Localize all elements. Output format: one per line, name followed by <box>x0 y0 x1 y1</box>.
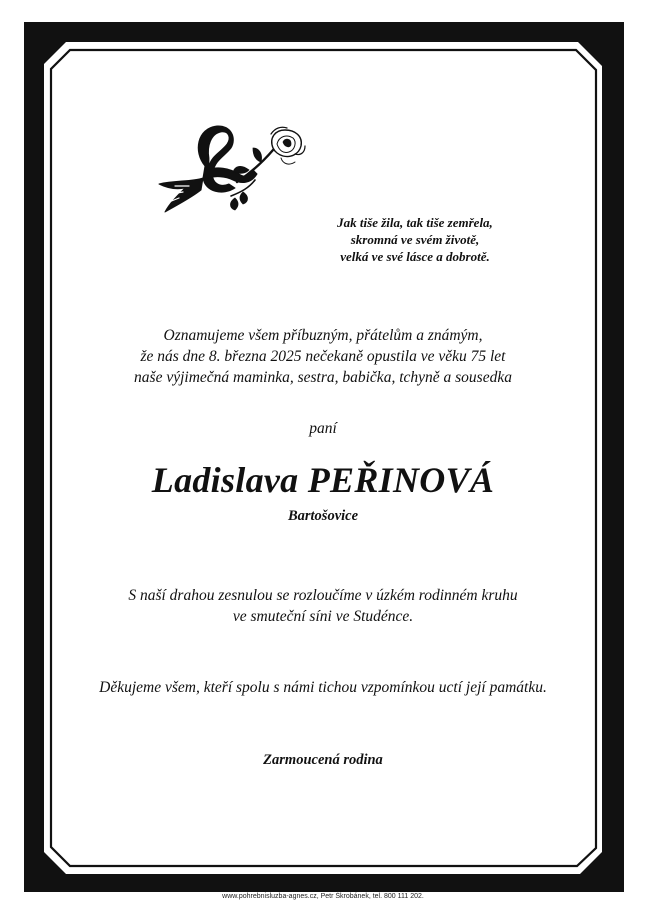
deceased-residence: Bartošovice <box>287 508 359 524</box>
announcement-line: Oznamujeme všem příbuzným, přátelům a známým, <box>163 327 483 344</box>
motto-line: Jak tiše žila, tak tiše zemřela, <box>337 215 493 230</box>
motto-line: velká ve své lásce a dobrotě. <box>340 249 490 264</box>
honorific: paní <box>309 420 337 437</box>
rose-ribbon-icon <box>145 118 310 218</box>
family-signature: Zarmoucená rodina <box>263 752 383 768</box>
motto-line: skromná ve svém životě, <box>350 232 480 247</box>
announcement-line: že nás dne 8. března 2025 nečekaně opustila ve věku 75 let <box>140 348 506 365</box>
thanks-text: Děkujeme všem, kteří spolu s námi tichou vzpomínkou uctí její památku. <box>99 679 547 696</box>
memorial-motto <box>300 214 530 265</box>
death-announcement <box>0 325 646 388</box>
deceased-name: Ladislava PEŘINOVÁ <box>151 460 495 500</box>
farewell-line: S naší drahou zesnulou se rozloučíme v úzkém rodinném kruhu <box>128 587 518 604</box>
farewell-line: ve smuteční síni ve Studénce. <box>232 608 414 625</box>
farewell-info <box>0 585 646 627</box>
funeral-service-footer: www.pohrebnisluzba-agnes.cz, Petr Škrobánek, tel. 800 111 202. <box>222 893 424 900</box>
announcement-line: naše výjimečná maminka, sestra, babička, tchyně a sousedka <box>134 369 512 386</box>
